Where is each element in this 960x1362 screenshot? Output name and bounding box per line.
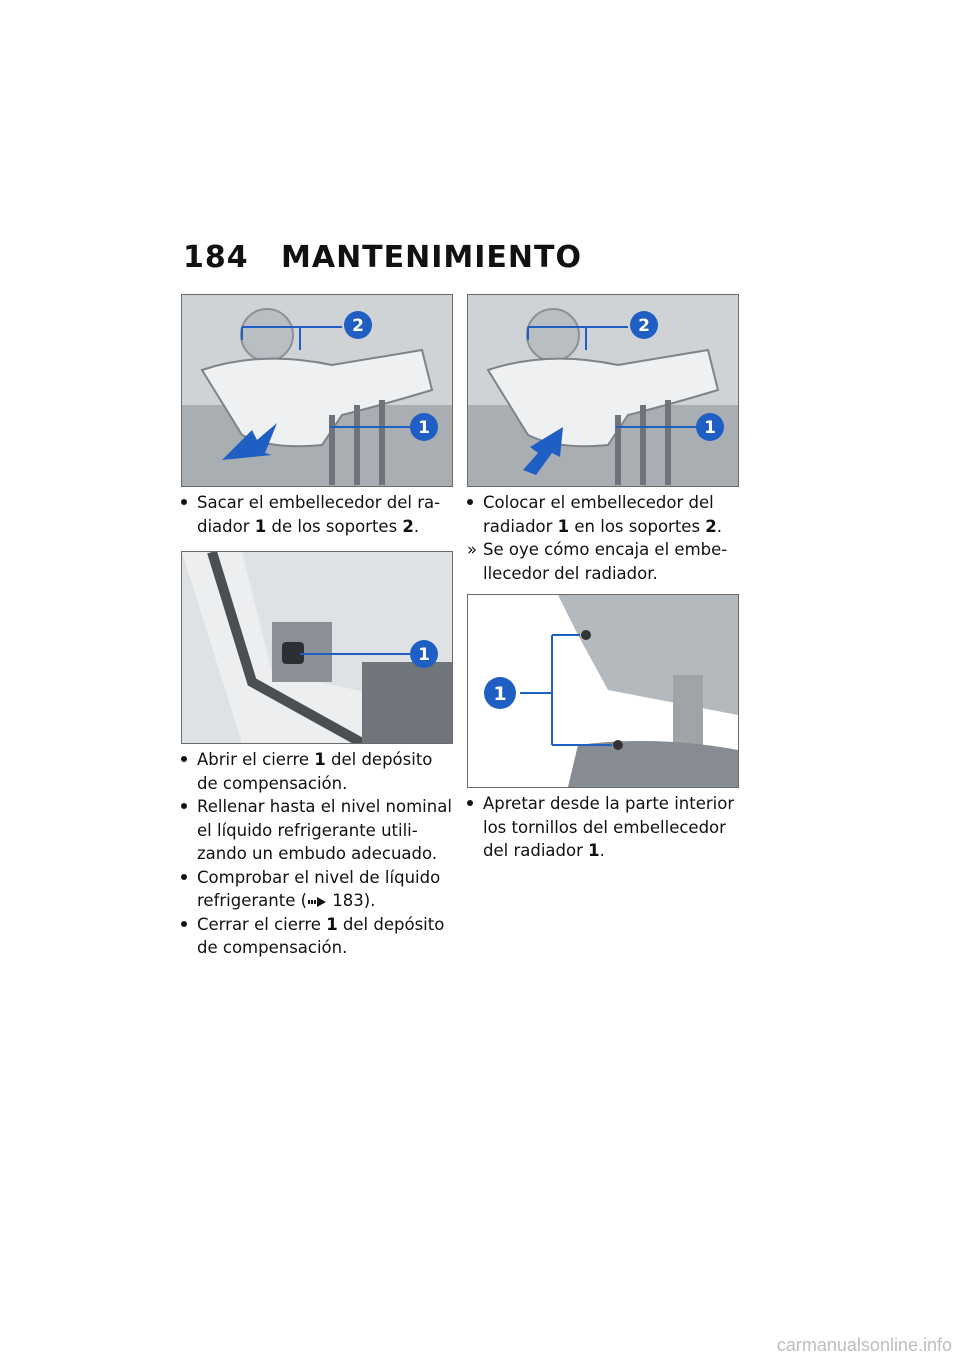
page-number: 184 — [183, 240, 249, 275]
figure-reservoir-cap — [181, 551, 453, 744]
bullet-icon — [181, 921, 187, 927]
figure-remove-trim-illustration — [182, 295, 452, 486]
list-item: Abrir el cierre 1 del depósito de compensación. — [181, 748, 453, 795]
figure-install-trim-illustration — [468, 295, 738, 486]
left-instructions-2 — [181, 748, 453, 960]
callout-1: 1 — [493, 683, 507, 705]
section-title: MANTENIMIENTO — [281, 240, 582, 275]
callout-2: 2 — [352, 316, 364, 336]
bullet-icon — [181, 756, 187, 762]
callout-1: 1 — [418, 645, 430, 665]
figure-install-trim — [467, 294, 739, 487]
bullet-icon — [467, 800, 473, 806]
page-header — [183, 240, 743, 280]
page-reference-link[interactable]: 183 — [332, 891, 364, 910]
result-item: » Se oye cómo encaja el embellecedor del radiador. — [467, 540, 728, 583]
result-marker: » — [467, 540, 478, 559]
callout-1: 1 — [418, 418, 430, 438]
figure-reservoir-cap-illustration — [182, 552, 452, 743]
page-reference-arrow-icon — [307, 896, 327, 908]
list-item: Sacar el embellecedor del radiador 1 de los soportes 2. — [181, 491, 453, 538]
list-item: Rellenar hasta el nivel nominal el líquido refrigerante utilizando un embudo adecuado. — [181, 795, 453, 866]
list-item: Comprobar el nivel de líquido refrigerante ( 183). — [181, 866, 453, 913]
bullet-icon — [181, 499, 187, 505]
left-instructions-1 — [181, 491, 453, 538]
bullet-icon — [181, 874, 187, 880]
figure-remove-trim — [181, 294, 453, 487]
list-item: Colocar el embellecedor del radiador 1 en los soportes 2. — [467, 491, 739, 538]
list-item: Apretar desde la parte interior los tornillos del embellecedor del radiador 1. — [467, 792, 739, 863]
list-item: Cerrar el cierre 1 del depósito de compensación. — [181, 913, 453, 960]
figure-inner-screws — [467, 594, 739, 788]
callout-2: 2 — [638, 316, 650, 336]
watermark: carmanualsonline.info — [776, 1335, 952, 1355]
callout-1: 1 — [704, 418, 716, 438]
right-instructions-1 — [467, 491, 739, 585]
bullet-icon — [181, 803, 187, 809]
right-instructions-2 — [467, 792, 739, 863]
figure-inner-screws-illustration — [468, 595, 738, 787]
bullet-icon — [467, 499, 473, 505]
